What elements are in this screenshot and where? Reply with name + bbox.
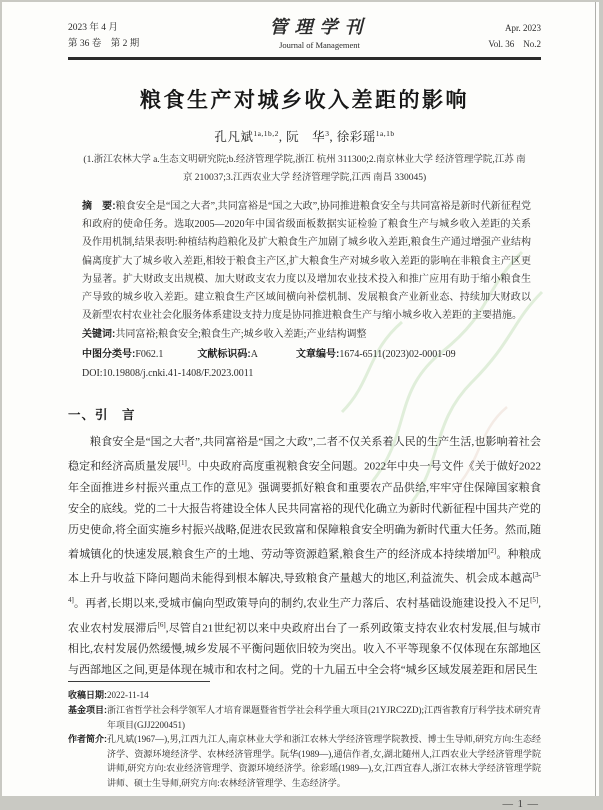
intro-text: 粮食安全是“国之大者”,共同富裕是“国之大政”,二者不仅关系着人民的生产生活,也影响着社会稳定和经济高质量发展	[68, 436, 541, 473]
bio-text: 孔凡斌(1967—),男,江西九江人,南京林业大学和浙江农林大学经济管理学院教授、博士生导师,研究方向:生态经济学、资源环境经济学、农林经济管理学。阮华(1989—),通信作者,女,湖北随州人,江西农业大学经济管理学院讲师,研究方向:农业经济管理学、资源环境经济学。徐彩瑶(1989—),女,江西宜春人,浙江农林大学经济管理学院讲师、硕士生导师,研究方向:农林经济管理学、生态经济学。	[107, 734, 541, 788]
article-title: 粮食生产对城乡收入差距的影响	[140, 89, 469, 112]
doi-line: DOI:10.19808/j.cnki.41-1408/F.2023.0011	[82, 367, 254, 379]
journal-page	[2, 2, 599, 810]
citation-ref: [6]	[157, 620, 166, 629]
journal-header-center	[218, 18, 421, 52]
abstract-paragraph	[82, 198, 531, 325]
header-double-rule	[68, 57, 541, 60]
clc-item	[82, 346, 163, 364]
affiliation: (1.浙江农林大学 a.生态文明研究院;b.经济管理学院,浙江 杭州 311300;2.南京林业大学 经济管理学院,江苏 南京 210037;3.江西农业大学 经济管理学院,江西 南昌 330045)	[83, 155, 526, 183]
author-name: 阮 华	[286, 130, 326, 144]
journal-name-cn: 管理学刊	[269, 17, 370, 38]
abstract-block	[82, 198, 531, 383]
journal-header	[68, 18, 541, 52]
journal-header-left	[68, 20, 218, 52]
intro-text: ,尽管自21世纪初以来中央政府出台了一系列政策支持农业农村发展,但与城市相比,农村发展仍然缓慢,城乡发展不平衡问题依旧较为突出。收入不平等现象不仅体现在东部地区与西部地区之间,更是体现在城市和农村之间。党的十九届五中全会将“城乡区域发展差距和居民生	[68, 622, 542, 677]
journal-issue-en: Vol. 36 No.2	[488, 39, 541, 49]
intro-text: ,农业农村发展滞后	[68, 597, 541, 635]
page-number: — 1 —	[502, 799, 539, 810]
doc-code-label: 文献标识码:	[197, 348, 251, 360]
classification-row	[82, 346, 531, 364]
author-affil-sup: 1a,1b	[375, 128, 395, 138]
abstract-label: 摘 要:	[82, 201, 116, 212]
author-affil-sup: 3	[325, 128, 330, 138]
footnote-bio	[68, 732, 541, 790]
footnote-fund	[68, 703, 541, 732]
footnote-divider	[68, 681, 210, 682]
journal-date-cn: 2023 年 4 月	[68, 23, 118, 33]
bio-label: 作者简介:	[68, 734, 107, 745]
clc-label: 中图分类号:	[82, 348, 136, 360]
doc-code: A	[250, 348, 258, 360]
doc-code-item	[197, 346, 258, 364]
fund-label: 基金项目:	[68, 704, 107, 715]
intro-text: 。种粮成本上升与收益下降问题尚未能得到根本解决,导致粮食产量越大的地区,利益流失、机会成本越高	[68, 548, 542, 585]
footnote-received	[68, 688, 541, 703]
journal-issue-cn: 第 36 卷 第 2 期	[68, 39, 140, 49]
citation-ref: [2]	[488, 546, 497, 555]
keywords-label: 关键词:	[82, 329, 116, 341]
journal-header-right	[421, 20, 541, 52]
journal-name-en: Journal of Management	[279, 40, 360, 50]
citation-ref: [1]	[178, 459, 187, 468]
citation-ref: [5]	[530, 596, 539, 604]
received-date: 2022-11-14	[107, 690, 149, 701]
citation-ref: [3-4]	[68, 571, 541, 604]
article-id: 1674-6511(2023)02-0001-09	[339, 348, 456, 360]
intro-text: 。再者,长期以来,受城市偏向型政策导向的制约,农业生产力落后、农村基础设施建设投入不足	[73, 597, 531, 610]
keywords-row	[82, 326, 531, 344]
author-name: 徐彩瑶	[336, 130, 376, 144]
author-separator: ,	[278, 130, 283, 144]
journal-date-en: Apr. 2023	[505, 23, 541, 33]
intro-paragraph	[68, 432, 541, 681]
footnote-block	[68, 681, 541, 790]
article-id-item	[296, 346, 456, 364]
authors-line	[68, 127, 541, 145]
fund-text: 浙江省哲学社会科学领军人才培育课题暨省哲学社会科学重大项目(21YJRC2ZD);江西省教育厅科学技术研究青年项目(GJJ2200451)	[107, 704, 542, 730]
author-separator: ,	[329, 130, 334, 144]
intro-text: 。中央政府高度重视粮食安全问题。2022年中央一号文件《关于做好2022年全面推进乡村振兴重点工作的意见》强调要抓好粮食和重要农产品供给,牢牢守住保障国家粮食安全的底线。党的二十大报告将建设全体人民共同富裕的现代化确立为新时代新征程中国共产党的历史使命,将全面实施乡村振兴战略,促进农民致富和保障粮食安全明确为新时代重大任务。然而,随着城镇化的快速发展,粮食生产的土地、劳动等资源趋紧,粮食生产的经济成本持续增加	[68, 460, 542, 561]
section-heading-introduction: 一、引 言	[68, 408, 136, 423]
clc-number: F062.1	[135, 348, 164, 360]
author-affil-sup: 1a,1b,2	[253, 128, 279, 138]
abstract-text: 粮食安全是“国之大者”,共同富裕是“国之大政”,协同推进粮食安全与共同富裕是新时代新征程党和政府的使命任务。选取2005—2020年中国省级面板数据实证检验了粮食生产与城乡收入差距的关系及作用机制,结果表明:种植结构趋粮化及扩大粮食生产加剧了城乡收入差距,粮食生产通过增强产业结构偏离度扩大了城乡收入差距,相较于粮食主产区,扩大粮食生产对城乡收入差距的影响在非粮食主产区更为显著。扩大财政支出规模、加大财政支农力度以及增加农业技术投入和推广应用有助于缩小粮食生产导致的城乡收入差距。建立粮食生产区域间横向补偿机制、发展粮食产业新业态、持续加大财政以及新型农村农业社会化服务体系建设支持力度是协同推进粮食生产与缩小城乡收入差距的主要措施。	[82, 201, 531, 322]
received-label: 收稿日期:	[68, 690, 107, 701]
article-id-label: 文章编号:	[295, 348, 340, 360]
keywords-text: 共同富裕;粮食安全;粮食生产;城乡收入差距;产业结构调整	[115, 329, 367, 341]
author-name: 孔凡斌	[214, 130, 254, 144]
